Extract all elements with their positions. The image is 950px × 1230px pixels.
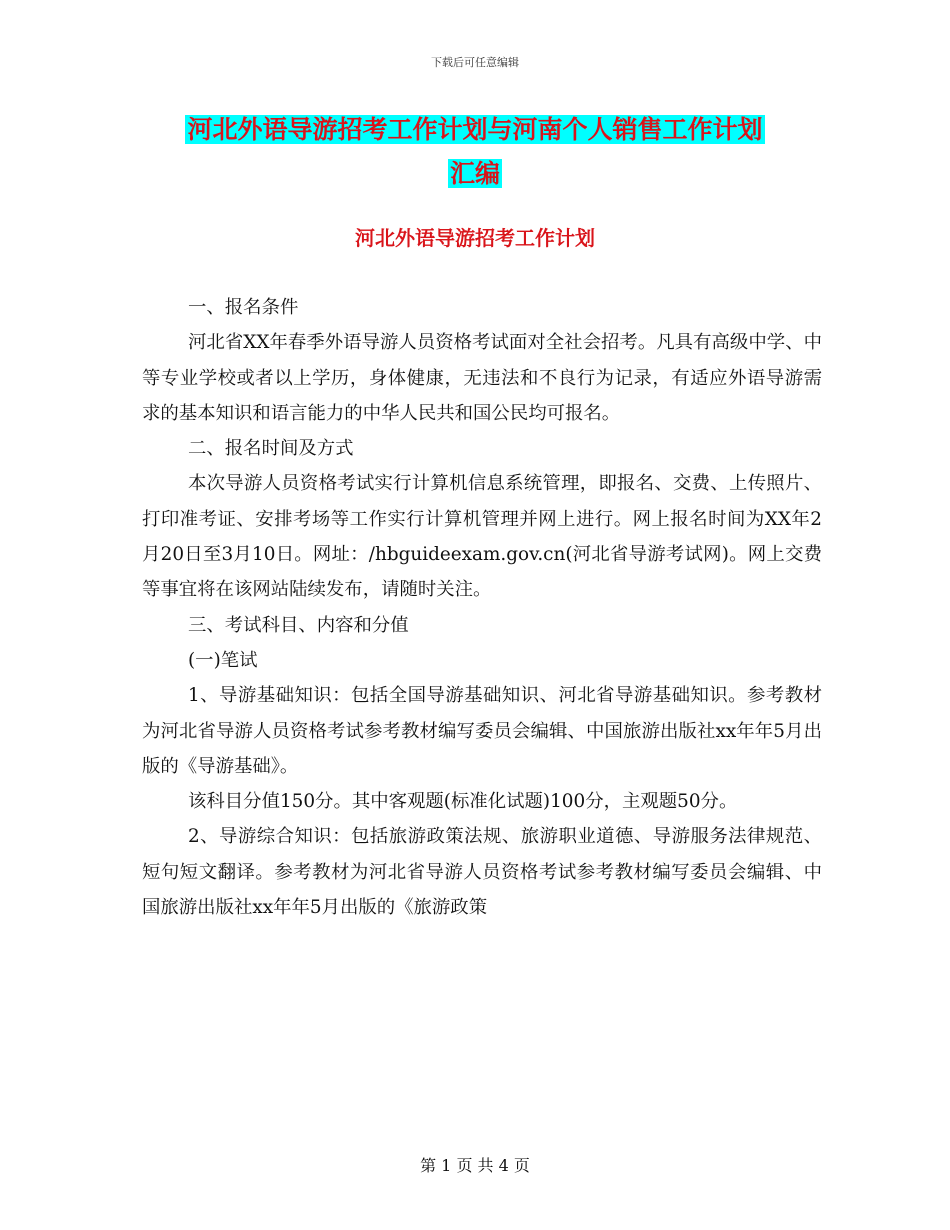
paragraph: 1、导游基础知识：包括全国导游基础知识、河北省导游基础知识。参考教材为河北省导游人员资格考试参考教材编写委员会编辑、中国旅游出版社xx年年5月出版的《导游基础》。	[142, 685, 822, 777]
paragraph-subheading: (一)笔试	[188, 649, 258, 671]
paragraph: 该科目分值150分。其中客观题(标准化试题)100分，主观题50分。	[188, 791, 738, 813]
document-body	[142, 290, 822, 925]
document-title-line-2	[0, 154, 950, 194]
paragraph-heading-3: 三、考试科目、内容和分值	[188, 614, 409, 636]
document-title-line-1	[0, 110, 950, 150]
paragraph-heading-1: 一、报名条件	[188, 297, 299, 318]
paragraph: 2、导游综合知识：包括旅游政策法规、旅游职业道德、导游服务法律规范、短句短文翻译。参考教材为河北省导游人员资格考试参考教材编写委员会编辑、中国旅游出版社xx年年5月出版的《旅游政策	[142, 826, 822, 919]
paragraph: 河北省XX年春季外语导游人员资格考试面对全社会招考。凡具有高级中学、中等专业学校或者以上学历，身体健康，无违法和不良行为记录，有适应外语导游需求的基本知识和语言能力的中华人民共和国公民均可报名。	[142, 332, 822, 424]
header-note: 下载后可任意编辑	[431, 56, 519, 69]
paragraph-heading-2: 二、报名时间及方式	[188, 438, 354, 460]
paragraph: 本次导游人员资格考试实行计算机信息系统管理，即报名、交费、上传照片、打印准考证、安排考场等工作实行计算机管理并网上进行。网上报名时间为XX年2月20日至3月10日。网址：/hbguideexam.gov.cn(河北省导游考试网)。网上交费等事宜将在该网站陆续发布，请随时关注。	[142, 473, 822, 601]
document-title-text-2: 汇编	[449, 159, 500, 188]
document-title-text-1: 河北外语导游招考工作计划与河南个人销售工作计划	[187, 115, 763, 144]
page-number: 第 1 页 共 4 页	[420, 1156, 530, 1175]
section-heading: 河北外语导游招考工作计划	[355, 226, 595, 250]
